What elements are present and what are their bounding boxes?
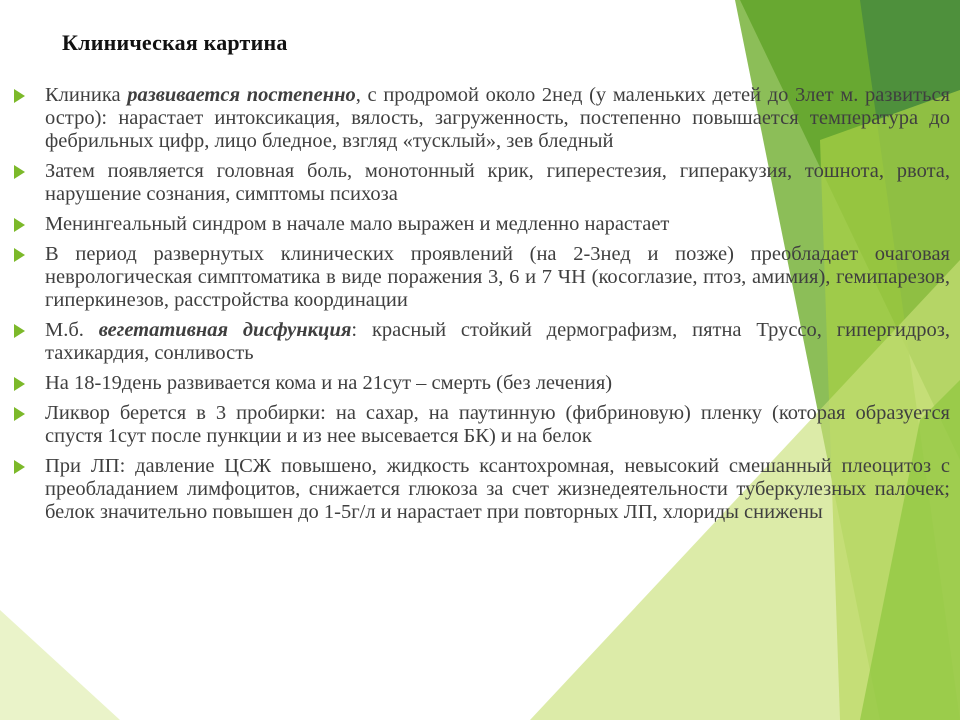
triangle-right-icon — [14, 407, 25, 421]
triangle-right-icon — [14, 165, 25, 179]
text-run: На 18-19день развивается кома и на 21сут – смерть (без лечения) — [45, 372, 613, 394]
bullet-text — [45, 455, 950, 524]
triangle-right-icon — [14, 460, 25, 474]
text-run: Клиника — [45, 84, 128, 106]
bullet-text — [45, 319, 950, 365]
text-run: При ЛП: давление ЦСЖ повышено, жидкость ксантохромная, невысокий смешанный плеоцитоз с преобладанием лимфоцитов, снижается глюкоза за счет жизнедеятельности туберкулезных палочек; белок значительно повышен до 1-5г/л и нарастает при повторных ЛП, хлориды снижены — [45, 455, 950, 523]
bullet-text — [45, 243, 950, 312]
text-run: , с продромой около 2нед (у маленьких детей до 3лет м. развиться остро): нарастает интоксикация, вялость, загруженность, постепенно повышается температура до фебрильных цифр, лицо бледное, взгляд «тусклый», зев бледный — [45, 84, 950, 152]
bullet-item — [10, 455, 950, 524]
bullet-text — [45, 213, 950, 236]
bullet-item — [10, 84, 950, 153]
text-run: Ликвор берется в 3 пробирки: на сахар, на паутинную (фибриновую) пленку (которая образуется спустя 1сут после пункции и из нее высевается БК) и на белок — [45, 402, 950, 447]
bullet-text — [45, 84, 950, 153]
triangle-right-icon — [14, 377, 25, 391]
bullet-item — [10, 213, 950, 236]
bullet-item — [10, 319, 950, 365]
text-run: : красный стойкий дермографизм, пятна Труссо, гипергидроз, тахикардия, сонливость — [45, 319, 950, 364]
bullet-text — [45, 402, 950, 448]
bullet-text — [45, 372, 950, 395]
slide-title: Клиническая картина — [62, 30, 288, 55]
bullet-list — [10, 84, 950, 531]
emphasis-text: вегетативная дисфункция — [98, 319, 352, 341]
text-run: В период развернутых клинических проявлений (на 2-3нед и позже) преобладает очаговая неврологическая симптоматика в виде поражения 3, 6 и 7 ЧН (косоглазие, птоз, амимия), гемипарезов, гиперкинезов, расстройства координации — [45, 243, 950, 311]
triangle-right-icon — [14, 89, 25, 103]
text-run: М.б. — [45, 319, 99, 341]
green-facet-6 — [0, 610, 120, 720]
text-run: Затем появляется головная боль, монотонный крик, гиперестезия, гиперакузия, тошнота, рвота, нарушение сознания, симптомы психоза — [45, 160, 950, 205]
triangle-right-icon — [14, 324, 25, 338]
bullet-item — [10, 402, 950, 448]
bullet-text — [45, 160, 950, 206]
bullet-item — [10, 243, 950, 312]
bullet-item — [10, 160, 950, 206]
emphasis-text: развивается постепенно — [127, 84, 356, 106]
triangle-right-icon — [14, 248, 25, 262]
triangle-right-icon — [14, 218, 25, 232]
bullet-item — [10, 372, 950, 395]
text-run: Менингеальный синдром в начале мало выражен и медленно нарастает — [45, 213, 670, 235]
